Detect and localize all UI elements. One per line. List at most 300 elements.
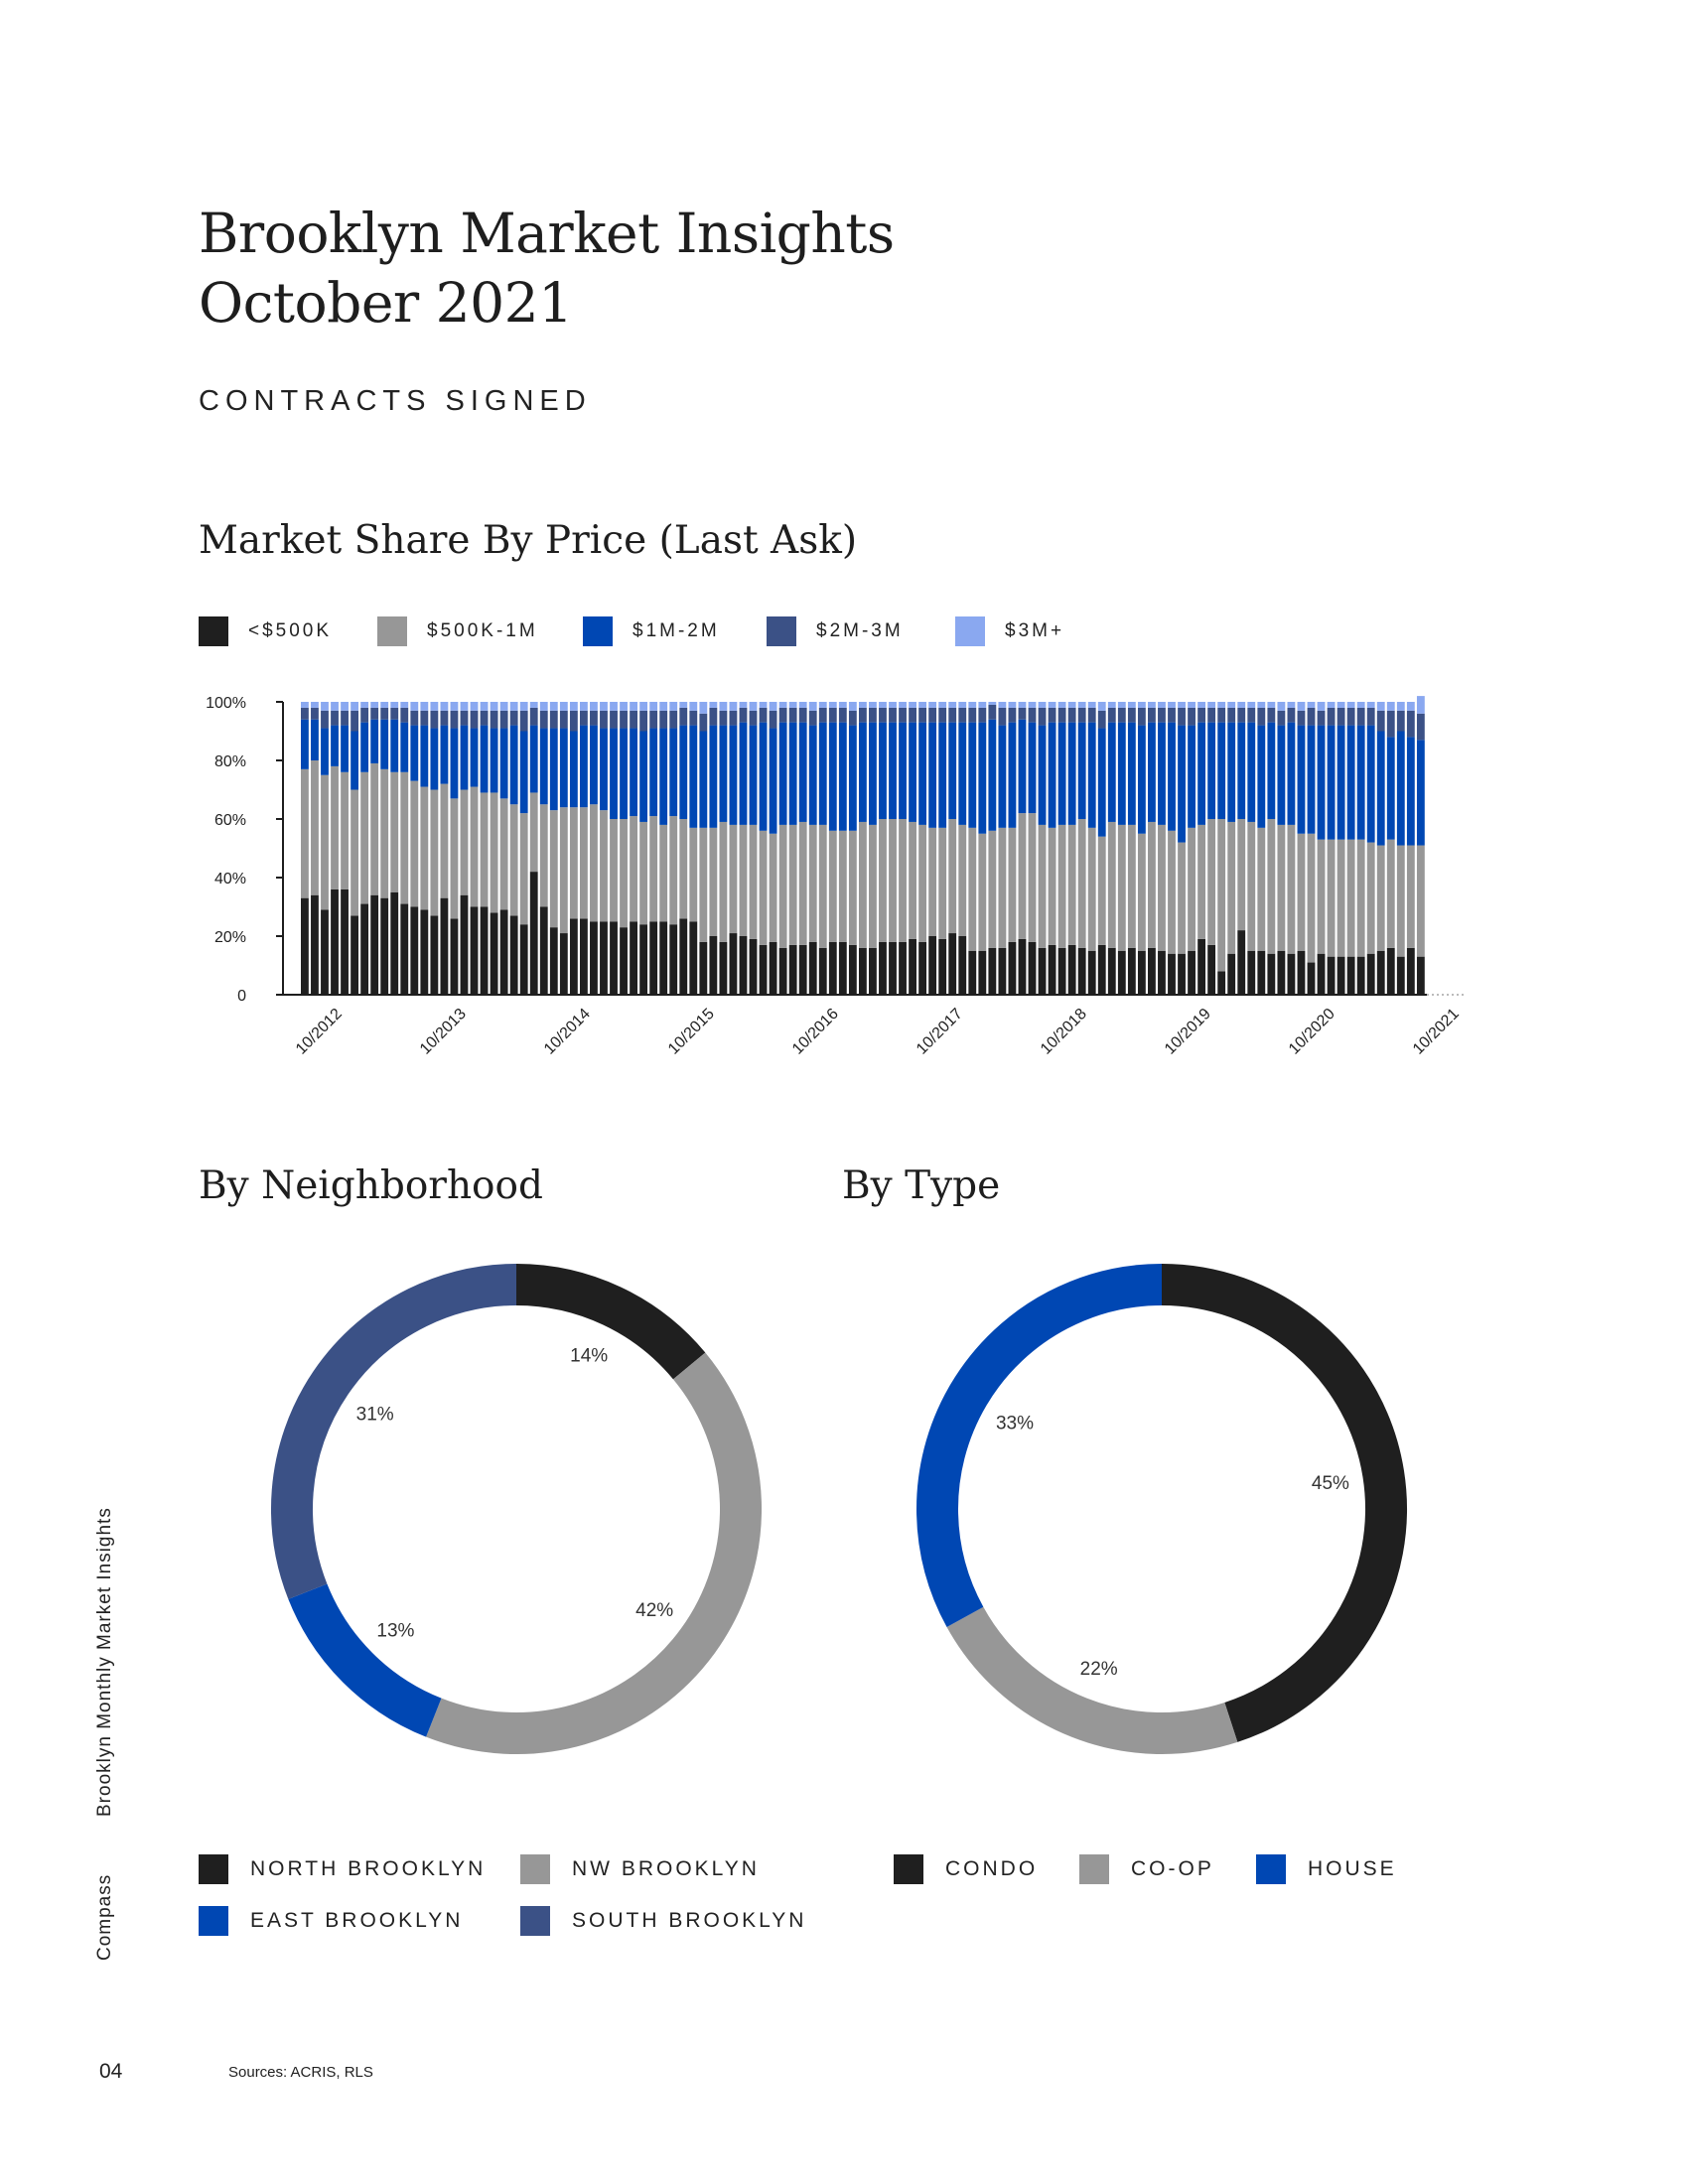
bar-segment: [1049, 723, 1056, 828]
bar-segment: [1078, 819, 1086, 948]
bar-segment: [1188, 726, 1196, 828]
bar-segment: [1298, 702, 1306, 711]
bar-segment: [938, 723, 946, 828]
donut-slice: [292, 1285, 516, 1591]
bar-segment: [1277, 711, 1285, 726]
legend-label: $500K-1M: [427, 620, 538, 641]
bar-segment: [1158, 708, 1166, 723]
legend-label: EAST BROOKLYN: [250, 1909, 464, 1932]
bar-segment: [1158, 825, 1166, 951]
bar-segment: [360, 723, 368, 772]
bar-segment: [760, 708, 768, 723]
bar-segment: [659, 729, 667, 825]
bar-segment: [341, 702, 349, 711]
bar-segment: [1138, 834, 1146, 951]
bar-segment: [719, 942, 727, 995]
bar-segment: [938, 708, 946, 723]
legend-swatch: [1079, 1854, 1109, 1884]
bar-segment: [1039, 702, 1047, 708]
bar-segment: [899, 819, 907, 942]
bar-segment: [1118, 702, 1126, 708]
bar-segment: [1148, 708, 1156, 723]
x-tick-label: 10/2017: [913, 1005, 966, 1058]
bar-segment: [1138, 708, 1146, 726]
bar-segment: [699, 702, 707, 714]
bar-segment: [570, 702, 578, 711]
bar-segment: [998, 948, 1006, 995]
bar-segment: [530, 708, 538, 726]
bar-segment: [420, 787, 428, 910]
donut-slice: [937, 1285, 1162, 1617]
bar-segment: [351, 732, 358, 790]
bar-segment: [341, 711, 349, 726]
bar-segment: [1168, 702, 1176, 708]
bar-segment: [829, 702, 837, 708]
bar-segment: [998, 828, 1006, 948]
bar-segment: [1049, 708, 1056, 723]
bar-segment: [520, 813, 528, 924]
bar-segment: [859, 723, 867, 822]
bar-segment: [889, 723, 897, 819]
bar-segment: [390, 720, 398, 772]
bar-segment: [928, 702, 936, 708]
bar-segment: [799, 702, 807, 708]
bar-segment: [500, 798, 508, 909]
bar-segment: [1377, 732, 1385, 846]
bar-segment: [760, 945, 768, 995]
bar-segment: [1217, 819, 1225, 971]
bar-segment: [1108, 822, 1116, 948]
bar-segment: [649, 729, 657, 817]
bar-segment: [570, 711, 578, 732]
bar-segment: [819, 708, 827, 723]
bar-segment: [958, 825, 966, 936]
bar-segment: [560, 933, 568, 995]
bar-segment: [1318, 840, 1326, 954]
bar-segment: [689, 711, 697, 726]
bar-segment: [809, 711, 817, 726]
bar-segment: [1387, 948, 1395, 995]
bar-segment: [620, 819, 628, 927]
bar-segment: [740, 708, 748, 723]
bar-segment: [1267, 723, 1275, 819]
bar-segment: [1029, 702, 1037, 708]
legend-swatch: [894, 1854, 923, 1884]
bar-segment: [809, 702, 817, 711]
bar-segment: [948, 723, 956, 819]
bar-segment: [1318, 702, 1326, 711]
bar-segment: [859, 822, 867, 948]
bar-segment: [809, 825, 817, 942]
bar-segment: [799, 708, 807, 723]
bar-segment: [1417, 957, 1425, 995]
bar-segment: [1328, 708, 1336, 726]
donut-slice-label: 33%: [995, 1413, 1035, 1434]
bar-segment: [620, 702, 628, 711]
bar-segment: [849, 831, 857, 945]
bar-segment: [1387, 702, 1395, 711]
bar-segment: [540, 702, 548, 711]
bar-segment: [580, 807, 588, 918]
legend-swatch: [199, 1906, 228, 1936]
bar-segment: [988, 831, 996, 948]
bar-segment: [1247, 723, 1255, 822]
bar-segment: [1308, 834, 1316, 963]
bar-segment: [839, 702, 847, 708]
bar-segment: [1148, 723, 1156, 822]
bar-segment: [918, 708, 926, 723]
bar-segment: [770, 729, 777, 834]
bar-segment: [958, 708, 966, 723]
bar-segment: [958, 723, 966, 825]
bar-segment: [859, 948, 867, 995]
bar-segment: [430, 702, 438, 711]
bar-segment: [1298, 711, 1306, 726]
bar-segment: [500, 711, 508, 729]
bar-segment: [879, 942, 887, 995]
bar-segment: [321, 775, 329, 910]
bar-segment: [789, 945, 797, 995]
bar-segment: [550, 711, 558, 729]
bar-segment: [610, 711, 618, 729]
bar-segment: [1367, 726, 1375, 843]
bar-segment: [540, 804, 548, 906]
bar-segment: [1347, 708, 1355, 726]
brand-name-vertical: Compass: [94, 1873, 115, 1961]
bar-segment: [630, 921, 637, 995]
bar-segment: [311, 760, 319, 895]
bar-segment: [1347, 726, 1355, 840]
x-tick-label: 10/2019: [1161, 1005, 1214, 1058]
bar-segment: [679, 702, 687, 708]
bar-segment: [1148, 702, 1156, 708]
bar-segment: [610, 729, 618, 819]
bar-segment: [730, 825, 738, 933]
sources-note: Sources: ACRIS, RLS: [228, 2064, 373, 2081]
bar-segment: [659, 711, 667, 729]
bar-segment: [1407, 737, 1415, 845]
bar-segment: [1387, 737, 1395, 839]
bar-segment: [301, 720, 309, 769]
bar-segment: [491, 912, 498, 995]
bar-segment: [441, 702, 449, 711]
bar-segment: [899, 723, 907, 819]
bar-segment: [1377, 951, 1385, 995]
bar-segment: [1217, 702, 1225, 708]
bar-segment: [879, 702, 887, 708]
bar-segment: [1049, 945, 1056, 995]
bar-segment: [351, 915, 358, 995]
bar-segment: [879, 819, 887, 942]
bar-segment: [770, 702, 777, 711]
bar-segment: [410, 702, 418, 711]
bar-segment: [1237, 723, 1245, 819]
bar-segment: [590, 711, 598, 726]
bar-segment: [400, 904, 408, 995]
bar-segment: [899, 708, 907, 723]
bar-segment: [669, 816, 677, 924]
bar-segment: [600, 711, 608, 729]
bar-segment: [491, 711, 498, 729]
bar-segment: [709, 702, 717, 708]
bar-segment: [420, 702, 428, 711]
bar-segment: [1019, 708, 1027, 720]
bar-segment: [311, 720, 319, 760]
donut-slice-label: 45%: [1311, 1473, 1349, 1495]
bar-segment: [370, 720, 378, 763]
bar-segment: [1188, 702, 1196, 708]
bar-segment: [1288, 702, 1296, 708]
bar-segment: [560, 711, 568, 729]
bar-segment: [1367, 708, 1375, 726]
bar-segment: [819, 825, 827, 948]
bar-segment: [390, 708, 398, 720]
bar-segment: [869, 708, 877, 723]
donut-slice-label: 31%: [355, 1404, 394, 1426]
bar-segment: [1158, 951, 1166, 995]
bar-segment: [520, 711, 528, 732]
bar-segment: [679, 708, 687, 726]
bar-segment: [770, 834, 777, 942]
bar-segment: [1417, 740, 1425, 845]
bar-segment: [1417, 846, 1425, 957]
title-line-1: Brooklyn Market Insights: [199, 202, 895, 265]
bar-segment: [779, 948, 787, 995]
bar-segment: [669, 729, 677, 817]
bar-segment: [1078, 708, 1086, 723]
bar-segment: [600, 729, 608, 811]
bar-segment: [659, 702, 667, 711]
bar-segment: [1308, 726, 1316, 834]
bar-segment: [689, 921, 697, 995]
bar-segment: [998, 726, 1006, 828]
bar-segment: [1377, 711, 1385, 732]
bar-segment: [1347, 702, 1355, 708]
bar-segment: [849, 711, 857, 726]
bar-segment: [869, 948, 877, 995]
bar-segment: [1328, 840, 1336, 957]
bar-segment: [1367, 702, 1375, 708]
x-tick-label: 10/2016: [788, 1005, 842, 1058]
bar-segment: [530, 726, 538, 793]
bar-segment: [1298, 834, 1306, 951]
bar-segment: [1247, 708, 1255, 723]
bar-segment: [461, 702, 469, 711]
bar-segment: [1308, 708, 1316, 726]
bar-segment: [928, 708, 936, 723]
bar-segment: [610, 819, 618, 921]
bar-segment: [779, 708, 787, 723]
bar-segment: [679, 918, 687, 995]
bar-segment: [560, 729, 568, 808]
bar-segment: [1009, 828, 1017, 942]
bar-segment: [1237, 819, 1245, 930]
report-name-vertical: Brooklyn Monthly Market Insights: [94, 1507, 115, 1817]
bar-segment: [510, 711, 518, 726]
bar-segment: [321, 702, 329, 711]
bar-segment: [380, 769, 388, 898]
bar-segment: [590, 804, 598, 921]
bar-segment: [360, 904, 368, 995]
bar-segment: [461, 711, 469, 726]
bar-segment: [1397, 702, 1405, 711]
bar-segment: [1197, 708, 1205, 723]
bar-segment: [1357, 726, 1365, 840]
bar-segment: [899, 942, 907, 995]
bar-segment: [839, 942, 847, 995]
bar-segment: [1227, 954, 1235, 995]
bar-segment: [341, 772, 349, 889]
bar-segment: [1257, 951, 1265, 995]
donut-slice-label: 42%: [635, 1600, 674, 1622]
bar-segment: [461, 895, 469, 995]
bar-segment: [1098, 945, 1106, 995]
bar-segment: [1178, 726, 1186, 843]
x-tick-label: 10/2018: [1037, 1005, 1090, 1058]
bar-segment: [1019, 939, 1027, 995]
bar-segment: [600, 921, 608, 995]
legend-label: NORTH BROOKLYN: [250, 1857, 487, 1880]
bar-segment: [1247, 822, 1255, 951]
bar-segment: [1397, 846, 1405, 957]
bar-segment: [750, 702, 758, 711]
bar-segment: [351, 711, 358, 732]
y-tick-label: 60%: [213, 812, 246, 829]
neighborhood-donut-chart: [238, 1231, 794, 1787]
bar-segment: [1197, 939, 1205, 995]
bar-segment: [630, 729, 637, 817]
bar-segment: [679, 819, 687, 918]
bar-segment: [1237, 708, 1245, 723]
bar-segment: [311, 895, 319, 995]
bar-segment: [410, 907, 418, 996]
bar-series: [301, 696, 1425, 995]
bar-segment: [740, 825, 748, 936]
bar-segment: [540, 711, 548, 729]
bar-segment: [819, 723, 827, 825]
bar-segment: [819, 948, 827, 995]
y-tick-label: 100%: [206, 695, 246, 712]
bar-segment: [301, 708, 309, 720]
legend-label: CO-OP: [1131, 1857, 1214, 1880]
bar-segment: [889, 708, 897, 723]
bar-segment: [441, 726, 449, 784]
bar-segment: [829, 723, 837, 831]
bar-segment: [789, 702, 797, 708]
bar-segment: [978, 702, 986, 708]
bar-segment: [1098, 702, 1106, 711]
bar-segment: [481, 792, 489, 906]
bar-segment: [978, 834, 986, 951]
bar-segment: [1207, 819, 1215, 945]
bar-segment: [590, 921, 598, 995]
bar-segment: [420, 909, 428, 995]
bar-segment: [968, 951, 976, 995]
bar-segment: [321, 909, 329, 995]
bar-segment: [500, 729, 508, 799]
bar-segment: [1288, 954, 1296, 995]
bar-segment: [1168, 723, 1176, 831]
bar-segment: [869, 702, 877, 708]
bar-segment: [550, 702, 558, 711]
legend-item-south-brooklyn: [520, 1906, 806, 1936]
bar-segment: [471, 702, 479, 711]
bar-segment: [839, 723, 847, 831]
bar-segment: [520, 702, 528, 711]
bar-segment: [1138, 702, 1146, 708]
bar-segment: [730, 702, 738, 711]
bar-segment: [779, 723, 787, 825]
bar-segment: [1138, 726, 1146, 834]
bar-segment: [370, 895, 378, 995]
bar-segment: [550, 810, 558, 927]
bar-segment: [1178, 702, 1186, 708]
bar-segment: [1118, 951, 1126, 995]
bar-segment: [809, 942, 817, 995]
bar-segment: [1078, 702, 1086, 708]
bar-segment: [659, 825, 667, 921]
bar-segment: [351, 702, 358, 711]
bar-segment: [1298, 951, 1306, 995]
bar-segment: [849, 726, 857, 831]
bar-segment: [331, 889, 339, 995]
bar-segment: [311, 708, 319, 720]
legend-label: CONDO: [945, 1857, 1039, 1880]
bar-segment: [730, 711, 738, 726]
bar-segment: [750, 825, 758, 939]
bar-segment: [958, 702, 966, 708]
bar-segment: [1288, 825, 1296, 954]
bar-segment: [639, 702, 647, 711]
x-tick-label: 10/2013: [416, 1005, 470, 1058]
bar-segment: [1078, 948, 1086, 995]
bar-segment: [770, 942, 777, 995]
y-tick-label: 0: [237, 988, 246, 1005]
legend-label: HOUSE: [1308, 1857, 1397, 1880]
bar-segment: [1098, 837, 1106, 945]
bar-segment: [1088, 708, 1096, 723]
bar-segment: [1357, 957, 1365, 995]
x-tick-label: 10/2015: [664, 1005, 718, 1058]
bar-segment: [620, 729, 628, 819]
bar-segment: [1168, 954, 1176, 995]
bar-segment: [988, 702, 996, 705]
bar-segment: [1178, 954, 1186, 995]
bar-segment: [859, 702, 867, 708]
bar-segment: [1029, 723, 1037, 813]
bar-segment: [1188, 828, 1196, 951]
bar-segment: [410, 711, 418, 726]
bar-segment: [510, 804, 518, 915]
bar-segment: [1318, 711, 1326, 726]
bar-segment: [978, 951, 986, 995]
bar-segment: [709, 828, 717, 936]
bar-segment: [839, 831, 847, 942]
bar-segment: [451, 798, 459, 918]
bar-segment: [360, 772, 368, 904]
bar-segment: [380, 702, 388, 708]
legend-label: SOUTH BROOKLYN: [572, 1909, 807, 1932]
bar-segment: [1417, 696, 1425, 714]
bar-segment: [471, 729, 479, 787]
donut-slice: [308, 1591, 434, 1717]
page-number: 04: [99, 2060, 123, 2083]
bar-segment: [1298, 726, 1306, 834]
bar-segment: [750, 939, 758, 995]
bar-segment: [331, 726, 339, 766]
bar-segment: [978, 723, 986, 834]
bar-segment: [740, 702, 748, 708]
